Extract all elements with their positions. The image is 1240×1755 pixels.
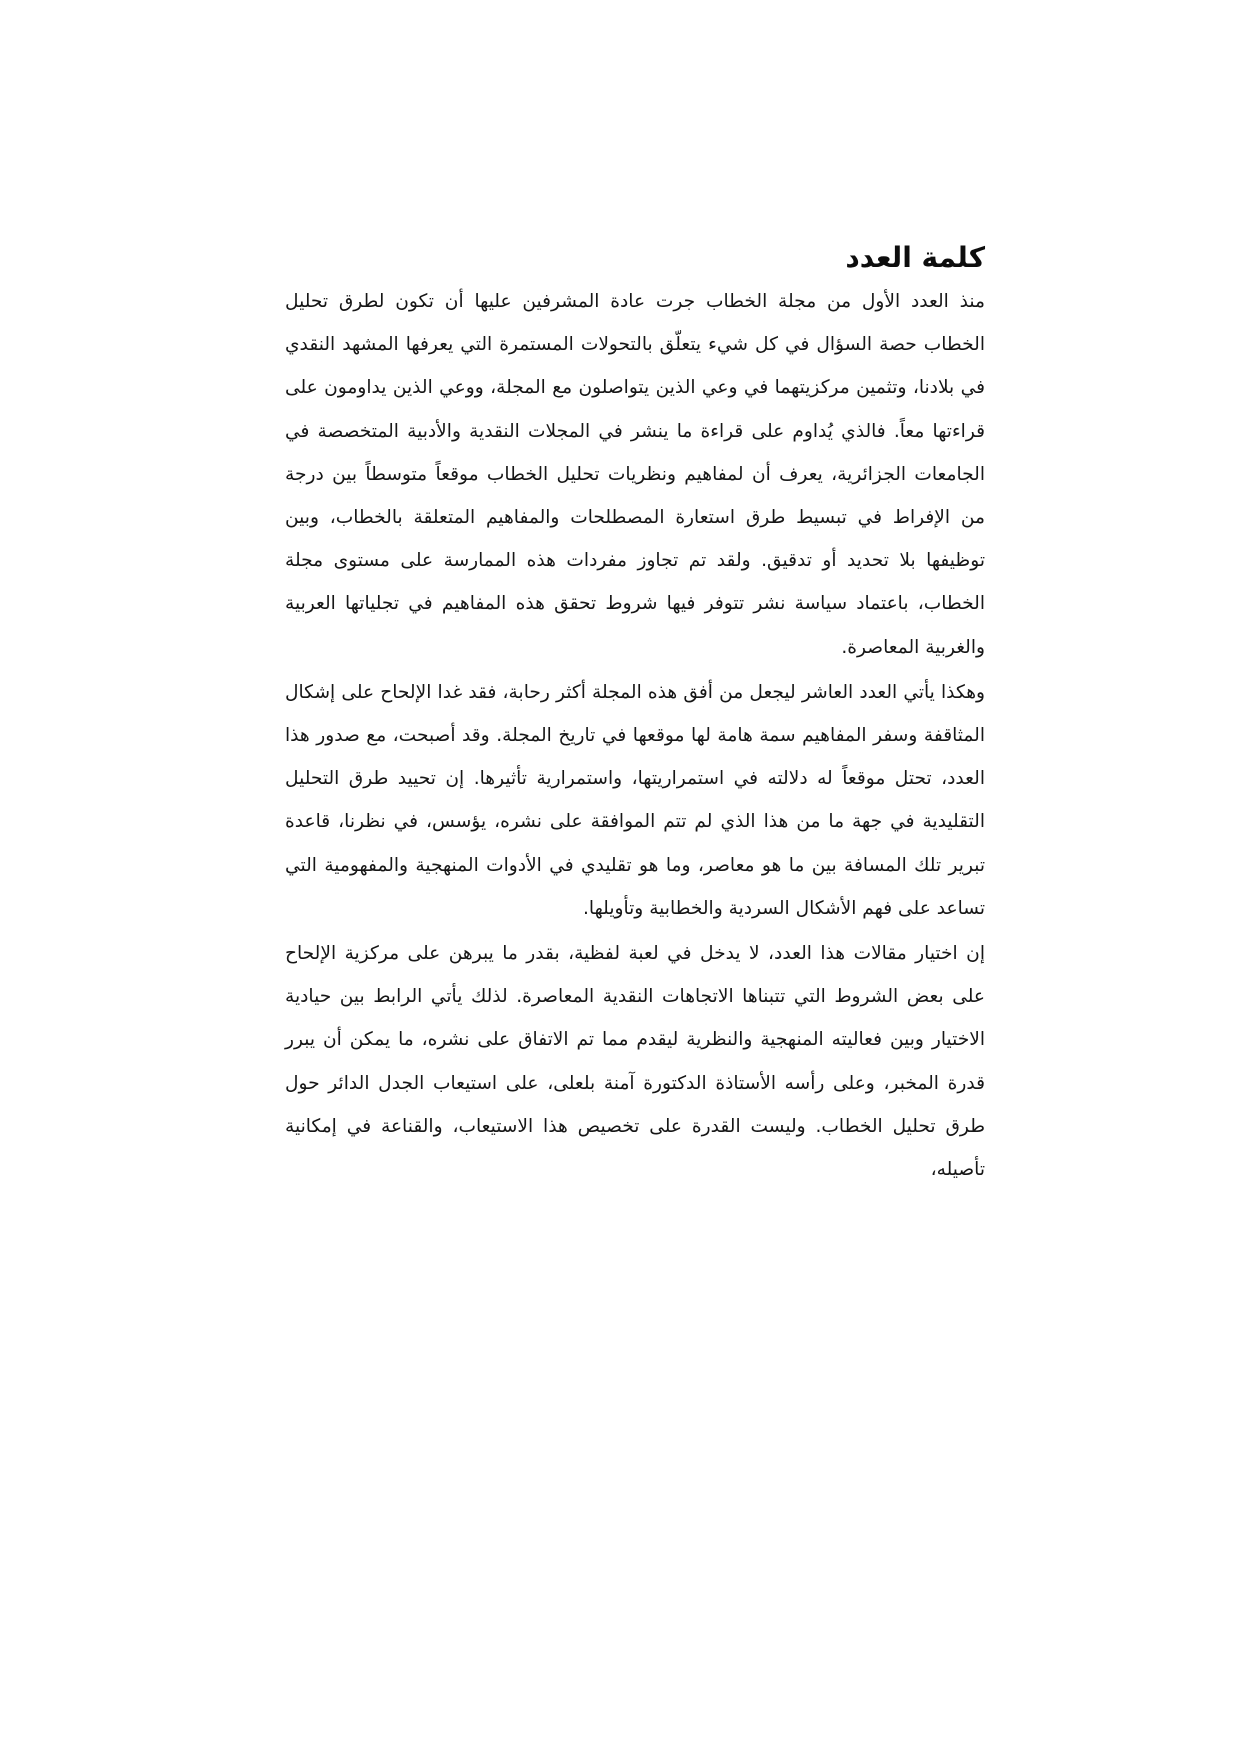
paragraph-3: إن اختيار مقالات هذا العدد، لا يدخل في لعبة لفظية، بقدر ما يبرهن على مركزية الإلحاح على بعض الشروط التي تتبناها الاتجاهات النقدية المعاصرة. لذلك يأتي الرابط بين حيادية الاختيار وبين فعاليته المنهجية والنظرية ليقدم مما تم الاتفاق على نشره، ما يمكن أن يبرر قدرة المخبر، وعلى رأسه الأستاذة الدكتورة آمنة بلعلى، على استيعاب الجدل الدائر حول طرق تحليل الخطاب. وليست القدرة على تخصيص هذا الاستيعاب، والقناعة في إمكانية تأصيله،: [285, 943, 985, 1181]
editorial-body: [285, 238, 985, 1191]
page-title: كلمة العدد: [845, 241, 985, 274]
paragraph-1: منذ العدد الأول من مجلة الخطاب جرت عادة المشرفين عليها أن تكون لطرق تحليل الخطاب حصة السؤال في كل شيء يتعلّق بالتحولات المستمرة التي يعرفها المشهد النقدي في بلادنا، وتثمين مركزيتهما في وعي الذين يتواصلون مع المجلة، ووعي الذين يداومون على قراءتها معاً. فالذي يُداوم على قراءة ما ينشر في المجلات النقدية والأدبية المتخصصة في الجامعات الجزائرية، يعرف أن لمفاهيم ونظريات تحليل الخطاب موقعاً متوسطاً بين درجة من الإفراط في تبسيط طرق استعارة المصطلحات والمفاهيم المتعلقة بالخطاب، وبين توظيفها بلا تحديد أو تدقيق. ولقد تم تجاوز مفردات هذه الممارسة على مستوى مجلة الخطاب، باعتماد سياسة نشر تتوفر فيها شروط تحقق هذه المفاهيم في تجلياتها العربية والغربية المعاصرة.: [285, 291, 985, 658]
paragraph-2: وهكذا يأتي العدد العاشر ليجعل من أفق هذه المجلة أكثر رحابة، فقد غدا الإلحاح على إشكال المثاقفة وسفر المفاهيم سمة هامة لها موقعها في تاريخ المجلة. وقد أصبحت، مع صدور هذا العدد، تحتل موقعاً له دلالته في استمراريتها، واستمرارية تأثيرها. إن تحييد طرق التحليل التقليدية في جهة ما من هذا الذي لم تتم الموافقة على نشره، يؤسس، في نظرنا، قاعدة تبرير تلك المسافة بين ما هو معاصر، وما هو تقليدي في الأدوات المنهجية والمفهومية التي تساعد على فهم الأشكال السردية والخطابية وتأويلها.: [285, 681, 985, 919]
